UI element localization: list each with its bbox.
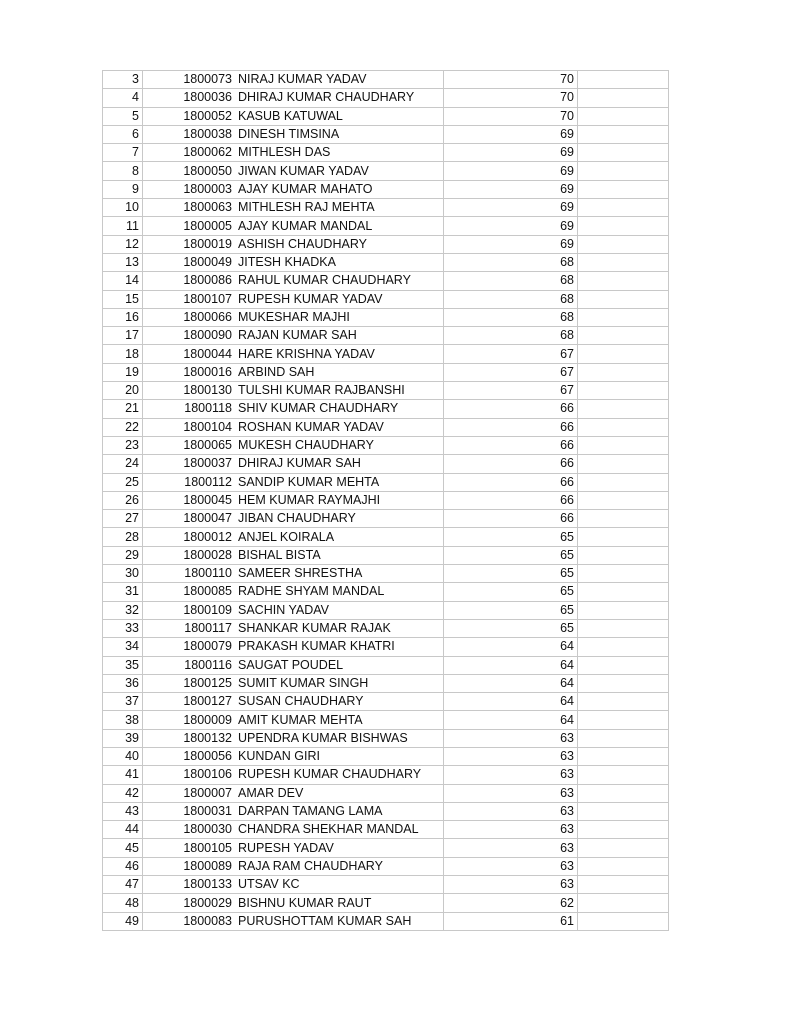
roll-number-cell: 1800083: [143, 912, 236, 930]
empty-cell: [578, 71, 669, 89]
roll-number-cell: 1800079: [143, 638, 236, 656]
empty-cell: [578, 473, 669, 491]
marks-cell: 67: [444, 363, 578, 381]
table-row: [103, 674, 669, 692]
marks-cell: 63: [444, 839, 578, 857]
table-row: [103, 510, 669, 528]
roll-number-cell: 1800105: [143, 839, 236, 857]
roll-number-cell: 1800038: [143, 125, 236, 143]
rank-cell: 19: [103, 363, 143, 381]
table-row: [103, 912, 669, 930]
table-row: [103, 199, 669, 217]
marks-cell: 64: [444, 656, 578, 674]
roll-number-cell: 1800028: [143, 546, 236, 564]
rank-cell: 17: [103, 327, 143, 345]
roll-number-cell: 1800073: [143, 71, 236, 89]
roll-number-cell: 1800110: [143, 565, 236, 583]
empty-cell: [578, 345, 669, 363]
empty-cell: [578, 253, 669, 271]
student-name-cell: KASUB KATUWAL: [235, 107, 444, 125]
student-name-cell: RAHUL KUMAR CHAUDHARY: [235, 272, 444, 290]
rank-cell: 6: [103, 125, 143, 143]
rank-cell: 39: [103, 729, 143, 747]
student-name-cell: RAJAN KUMAR SAH: [235, 327, 444, 345]
student-name-cell: ASHISH CHAUDHARY: [235, 235, 444, 253]
rank-cell: 36: [103, 674, 143, 692]
marks-cell: 68: [444, 290, 578, 308]
table-row: [103, 656, 669, 674]
rank-cell: 16: [103, 308, 143, 326]
marks-cell: 66: [444, 418, 578, 436]
table-row: [103, 71, 669, 89]
marks-cell: 63: [444, 729, 578, 747]
table-row: [103, 876, 669, 894]
roll-number-cell: 1800089: [143, 857, 236, 875]
rank-cell: 12: [103, 235, 143, 253]
rank-cell: 25: [103, 473, 143, 491]
roll-number-cell: 1800009: [143, 711, 236, 729]
student-name-cell: BISHAL BISTA: [235, 546, 444, 564]
table-row: [103, 473, 669, 491]
roll-number-cell: 1800003: [143, 180, 236, 198]
empty-cell: [578, 656, 669, 674]
empty-cell: [578, 802, 669, 820]
roll-number-cell: 1800052: [143, 107, 236, 125]
roll-number-cell: 1800005: [143, 217, 236, 235]
roll-number-cell: 1800116: [143, 656, 236, 674]
student-name-cell: NIRAJ KUMAR YADAV: [235, 71, 444, 89]
empty-cell: [578, 784, 669, 802]
empty-cell: [578, 565, 669, 583]
student-name-cell: DINESH TIMSINA: [235, 125, 444, 143]
roll-number-cell: 1800106: [143, 766, 236, 784]
roll-number-cell: 1800130: [143, 382, 236, 400]
table-row: [103, 784, 669, 802]
marks-cell: 64: [444, 674, 578, 692]
marks-cell: 68: [444, 253, 578, 271]
marks-cell: 68: [444, 272, 578, 290]
marks-cell: 66: [444, 510, 578, 528]
empty-cell: [578, 601, 669, 619]
rank-cell: 26: [103, 491, 143, 509]
student-name-cell: UTSAV KC: [235, 876, 444, 894]
student-name-cell: KUNDAN GIRI: [235, 747, 444, 765]
student-name-cell: JITESH KHADKA: [235, 253, 444, 271]
roll-number-cell: 1800090: [143, 327, 236, 345]
rank-cell: 21: [103, 400, 143, 418]
marks-cell: 64: [444, 711, 578, 729]
roll-number-cell: 1800086: [143, 272, 236, 290]
marks-cell: 66: [444, 473, 578, 491]
table-row: [103, 601, 669, 619]
student-name-cell: JIBAN CHAUDHARY: [235, 510, 444, 528]
roll-number-cell: 1800049: [143, 253, 236, 271]
table-row: [103, 693, 669, 711]
marks-cell: 66: [444, 491, 578, 509]
student-name-cell: ANJEL KOIRALA: [235, 528, 444, 546]
roll-number-cell: 1800063: [143, 199, 236, 217]
student-name-cell: RUPESH YADAV: [235, 839, 444, 857]
rank-cell: 18: [103, 345, 143, 363]
table-row: [103, 107, 669, 125]
student-name-cell: RUPESH KUMAR CHAUDHARY: [235, 766, 444, 784]
student-name-cell: SUMIT KUMAR SINGH: [235, 674, 444, 692]
table-row: [103, 491, 669, 509]
student-name-cell: RADHE SHYAM MANDAL: [235, 583, 444, 601]
table-row: [103, 821, 669, 839]
marks-cell: 67: [444, 382, 578, 400]
table-row: [103, 162, 669, 180]
empty-cell: [578, 308, 669, 326]
student-name-cell: ROSHAN KUMAR YADAV: [235, 418, 444, 436]
roll-number-cell: 1800029: [143, 894, 236, 912]
rank-cell: 45: [103, 839, 143, 857]
empty-cell: [578, 235, 669, 253]
roll-number-cell: 1800050: [143, 162, 236, 180]
empty-cell: [578, 674, 669, 692]
table-row: [103, 839, 669, 857]
table-row: [103, 363, 669, 381]
marks-cell: 70: [444, 89, 578, 107]
roll-number-cell: 1800062: [143, 144, 236, 162]
empty-cell: [578, 821, 669, 839]
table-row: [103, 89, 669, 107]
student-name-cell: SANDIP KUMAR MEHTA: [235, 473, 444, 491]
roll-number-cell: 1800112: [143, 473, 236, 491]
roll-number-cell: 1800109: [143, 601, 236, 619]
rank-cell: 47: [103, 876, 143, 894]
rank-cell: 20: [103, 382, 143, 400]
student-name-cell: HARE KRISHNA YADAV: [235, 345, 444, 363]
student-name-cell: ARBIND SAH: [235, 363, 444, 381]
table-row: [103, 583, 669, 601]
roll-number-cell: 1800019: [143, 235, 236, 253]
roll-number-cell: 1800007: [143, 784, 236, 802]
rank-cell: 44: [103, 821, 143, 839]
roll-number-cell: 1800037: [143, 455, 236, 473]
empty-cell: [578, 400, 669, 418]
marks-cell: 66: [444, 436, 578, 454]
empty-cell: [578, 894, 669, 912]
marks-cell: 63: [444, 802, 578, 820]
student-name-cell: AMIT KUMAR MEHTA: [235, 711, 444, 729]
student-name-cell: DHIRAJ KUMAR SAH: [235, 455, 444, 473]
empty-cell: [578, 491, 669, 509]
roll-number-cell: 1800085: [143, 583, 236, 601]
marks-cell: 63: [444, 857, 578, 875]
marks-cell: 65: [444, 619, 578, 637]
rank-cell: 37: [103, 693, 143, 711]
student-name-cell: RUPESH KUMAR YADAV: [235, 290, 444, 308]
empty-cell: [578, 162, 669, 180]
student-name-cell: MUKESH CHAUDHARY: [235, 436, 444, 454]
rank-cell: 30: [103, 565, 143, 583]
marks-cell: 63: [444, 784, 578, 802]
student-name-cell: PRAKASH KUMAR KHATRI: [235, 638, 444, 656]
rank-cell: 31: [103, 583, 143, 601]
empty-cell: [578, 619, 669, 637]
marks-cell: 70: [444, 71, 578, 89]
empty-cell: [578, 638, 669, 656]
table-row: [103, 345, 669, 363]
table-row: [103, 528, 669, 546]
empty-cell: [578, 382, 669, 400]
student-name-cell: AJAY KUMAR MAHATO: [235, 180, 444, 198]
table-row: [103, 180, 669, 198]
rank-cell: 38: [103, 711, 143, 729]
student-name-cell: SAUGAT POUDEL: [235, 656, 444, 674]
table-row: [103, 546, 669, 564]
table-row: [103, 327, 669, 345]
rank-cell: 5: [103, 107, 143, 125]
table-row: [103, 747, 669, 765]
marks-cell: 69: [444, 180, 578, 198]
rank-cell: 43: [103, 802, 143, 820]
rank-cell: 3: [103, 71, 143, 89]
roll-number-cell: 1800118: [143, 400, 236, 418]
rank-cell: 41: [103, 766, 143, 784]
rank-cell: 49: [103, 912, 143, 930]
rank-cell: 33: [103, 619, 143, 637]
student-name-cell: DHIRAJ KUMAR CHAUDHARY: [235, 89, 444, 107]
rank-cell: 11: [103, 217, 143, 235]
empty-cell: [578, 729, 669, 747]
empty-cell: [578, 144, 669, 162]
roll-number-cell: 1800056: [143, 747, 236, 765]
results-table: [102, 70, 669, 931]
roll-number-cell: 1800065: [143, 436, 236, 454]
roll-number-cell: 1800012: [143, 528, 236, 546]
roll-number-cell: 1800104: [143, 418, 236, 436]
rank-cell: 40: [103, 747, 143, 765]
roll-number-cell: 1800036: [143, 89, 236, 107]
student-name-cell: JIWAN KUMAR YADAV: [235, 162, 444, 180]
marks-cell: 68: [444, 327, 578, 345]
student-name-cell: HEM KUMAR RAYMAJHI: [235, 491, 444, 509]
student-name-cell: PURUSHOTTAM KUMAR SAH: [235, 912, 444, 930]
student-name-cell: BISHNU KUMAR RAUT: [235, 894, 444, 912]
rank-cell: 28: [103, 528, 143, 546]
rank-cell: 27: [103, 510, 143, 528]
marks-cell: 63: [444, 876, 578, 894]
table-row: [103, 382, 669, 400]
marks-cell: 63: [444, 821, 578, 839]
student-name-cell: SACHIN YADAV: [235, 601, 444, 619]
roll-number-cell: 1800107: [143, 290, 236, 308]
empty-cell: [578, 455, 669, 473]
marks-cell: 65: [444, 528, 578, 546]
roll-number-cell: 1800066: [143, 308, 236, 326]
roll-number-cell: 1800044: [143, 345, 236, 363]
roll-number-cell: 1800016: [143, 363, 236, 381]
rank-cell: 29: [103, 546, 143, 564]
table-row: [103, 711, 669, 729]
marks-cell: 65: [444, 546, 578, 564]
rank-cell: 32: [103, 601, 143, 619]
table-row: [103, 455, 669, 473]
table-row: [103, 272, 669, 290]
marks-cell: 69: [444, 162, 578, 180]
empty-cell: [578, 290, 669, 308]
empty-cell: [578, 528, 669, 546]
marks-cell: 66: [444, 400, 578, 418]
student-name-cell: RAJA RAM CHAUDHARY: [235, 857, 444, 875]
table-row: [103, 308, 669, 326]
roll-number-cell: 1800133: [143, 876, 236, 894]
student-name-cell: SHIV KUMAR CHAUDHARY: [235, 400, 444, 418]
empty-cell: [578, 107, 669, 125]
table-row: [103, 235, 669, 253]
student-name-cell: MITHLESH DAS: [235, 144, 444, 162]
marks-cell: 70: [444, 107, 578, 125]
roll-number-cell: 1800127: [143, 693, 236, 711]
table-row: [103, 253, 669, 271]
marks-cell: 69: [444, 144, 578, 162]
marks-cell: 67: [444, 345, 578, 363]
roll-number-cell: 1800117: [143, 619, 236, 637]
marks-cell: 69: [444, 235, 578, 253]
rank-cell: 35: [103, 656, 143, 674]
rank-cell: 22: [103, 418, 143, 436]
empty-cell: [578, 857, 669, 875]
roll-number-cell: 1800030: [143, 821, 236, 839]
marks-cell: 66: [444, 455, 578, 473]
empty-cell: [578, 436, 669, 454]
table-row: [103, 766, 669, 784]
rank-cell: 48: [103, 894, 143, 912]
rank-cell: 34: [103, 638, 143, 656]
roll-number-cell: 1800132: [143, 729, 236, 747]
rank-cell: 42: [103, 784, 143, 802]
rank-cell: 13: [103, 253, 143, 271]
rank-cell: 46: [103, 857, 143, 875]
marks-cell: 69: [444, 217, 578, 235]
marks-cell: 69: [444, 199, 578, 217]
marks-cell: 65: [444, 583, 578, 601]
marks-cell: 68: [444, 308, 578, 326]
table-row: [103, 638, 669, 656]
table-row: [103, 802, 669, 820]
empty-cell: [578, 583, 669, 601]
student-name-cell: CHANDRA SHEKHAR MANDAL: [235, 821, 444, 839]
rank-cell: 10: [103, 199, 143, 217]
student-name-cell: AMAR DEV: [235, 784, 444, 802]
empty-cell: [578, 199, 669, 217]
table-row: [103, 290, 669, 308]
rank-cell: 7: [103, 144, 143, 162]
rank-cell: 14: [103, 272, 143, 290]
marks-cell: 61: [444, 912, 578, 930]
table-row: [103, 619, 669, 637]
table-row: [103, 125, 669, 143]
roll-number-cell: 1800045: [143, 491, 236, 509]
table-row: [103, 894, 669, 912]
student-name-cell: UPENDRA KUMAR BISHWAS: [235, 729, 444, 747]
table-row: [103, 144, 669, 162]
table-row: [103, 418, 669, 436]
empty-cell: [578, 89, 669, 107]
empty-cell: [578, 418, 669, 436]
empty-cell: [578, 766, 669, 784]
empty-cell: [578, 839, 669, 857]
marks-cell: 64: [444, 638, 578, 656]
empty-cell: [578, 363, 669, 381]
roll-number-cell: 1800031: [143, 802, 236, 820]
rank-cell: 24: [103, 455, 143, 473]
student-name-cell: SHANKAR KUMAR RAJAK: [235, 619, 444, 637]
marks-cell: 65: [444, 565, 578, 583]
table-row: [103, 436, 669, 454]
marks-cell: 62: [444, 894, 578, 912]
marks-cell: 63: [444, 766, 578, 784]
empty-cell: [578, 711, 669, 729]
marks-cell: 65: [444, 601, 578, 619]
rank-cell: 15: [103, 290, 143, 308]
empty-cell: [578, 510, 669, 528]
empty-cell: [578, 876, 669, 894]
roll-number-cell: 1800047: [143, 510, 236, 528]
table-row: [103, 400, 669, 418]
student-name-cell: AJAY KUMAR MANDAL: [235, 217, 444, 235]
empty-cell: [578, 272, 669, 290]
empty-cell: [578, 327, 669, 345]
rank-cell: 9: [103, 180, 143, 198]
empty-cell: [578, 693, 669, 711]
marks-cell: 64: [444, 693, 578, 711]
student-name-cell: TULSHI KUMAR RAJBANSHI: [235, 382, 444, 400]
empty-cell: [578, 180, 669, 198]
empty-cell: [578, 217, 669, 235]
empty-cell: [578, 125, 669, 143]
empty-cell: [578, 912, 669, 930]
empty-cell: [578, 546, 669, 564]
rank-cell: 8: [103, 162, 143, 180]
rank-cell: 23: [103, 436, 143, 454]
student-name-cell: SUSAN CHAUDHARY: [235, 693, 444, 711]
student-name-cell: MUKESHAR MAJHI: [235, 308, 444, 326]
results-table-body: [103, 71, 669, 931]
marks-cell: 69: [444, 125, 578, 143]
rank-cell: 4: [103, 89, 143, 107]
empty-cell: [578, 747, 669, 765]
table-row: [103, 857, 669, 875]
marks-cell: 63: [444, 747, 578, 765]
student-name-cell: SAMEER SHRESTHA: [235, 565, 444, 583]
table-row: [103, 217, 669, 235]
student-name-cell: DARPAN TAMANG LAMA: [235, 802, 444, 820]
roll-number-cell: 1800125: [143, 674, 236, 692]
table-row: [103, 729, 669, 747]
student-name-cell: MITHLESH RAJ MEHTA: [235, 199, 444, 217]
table-row: [103, 565, 669, 583]
